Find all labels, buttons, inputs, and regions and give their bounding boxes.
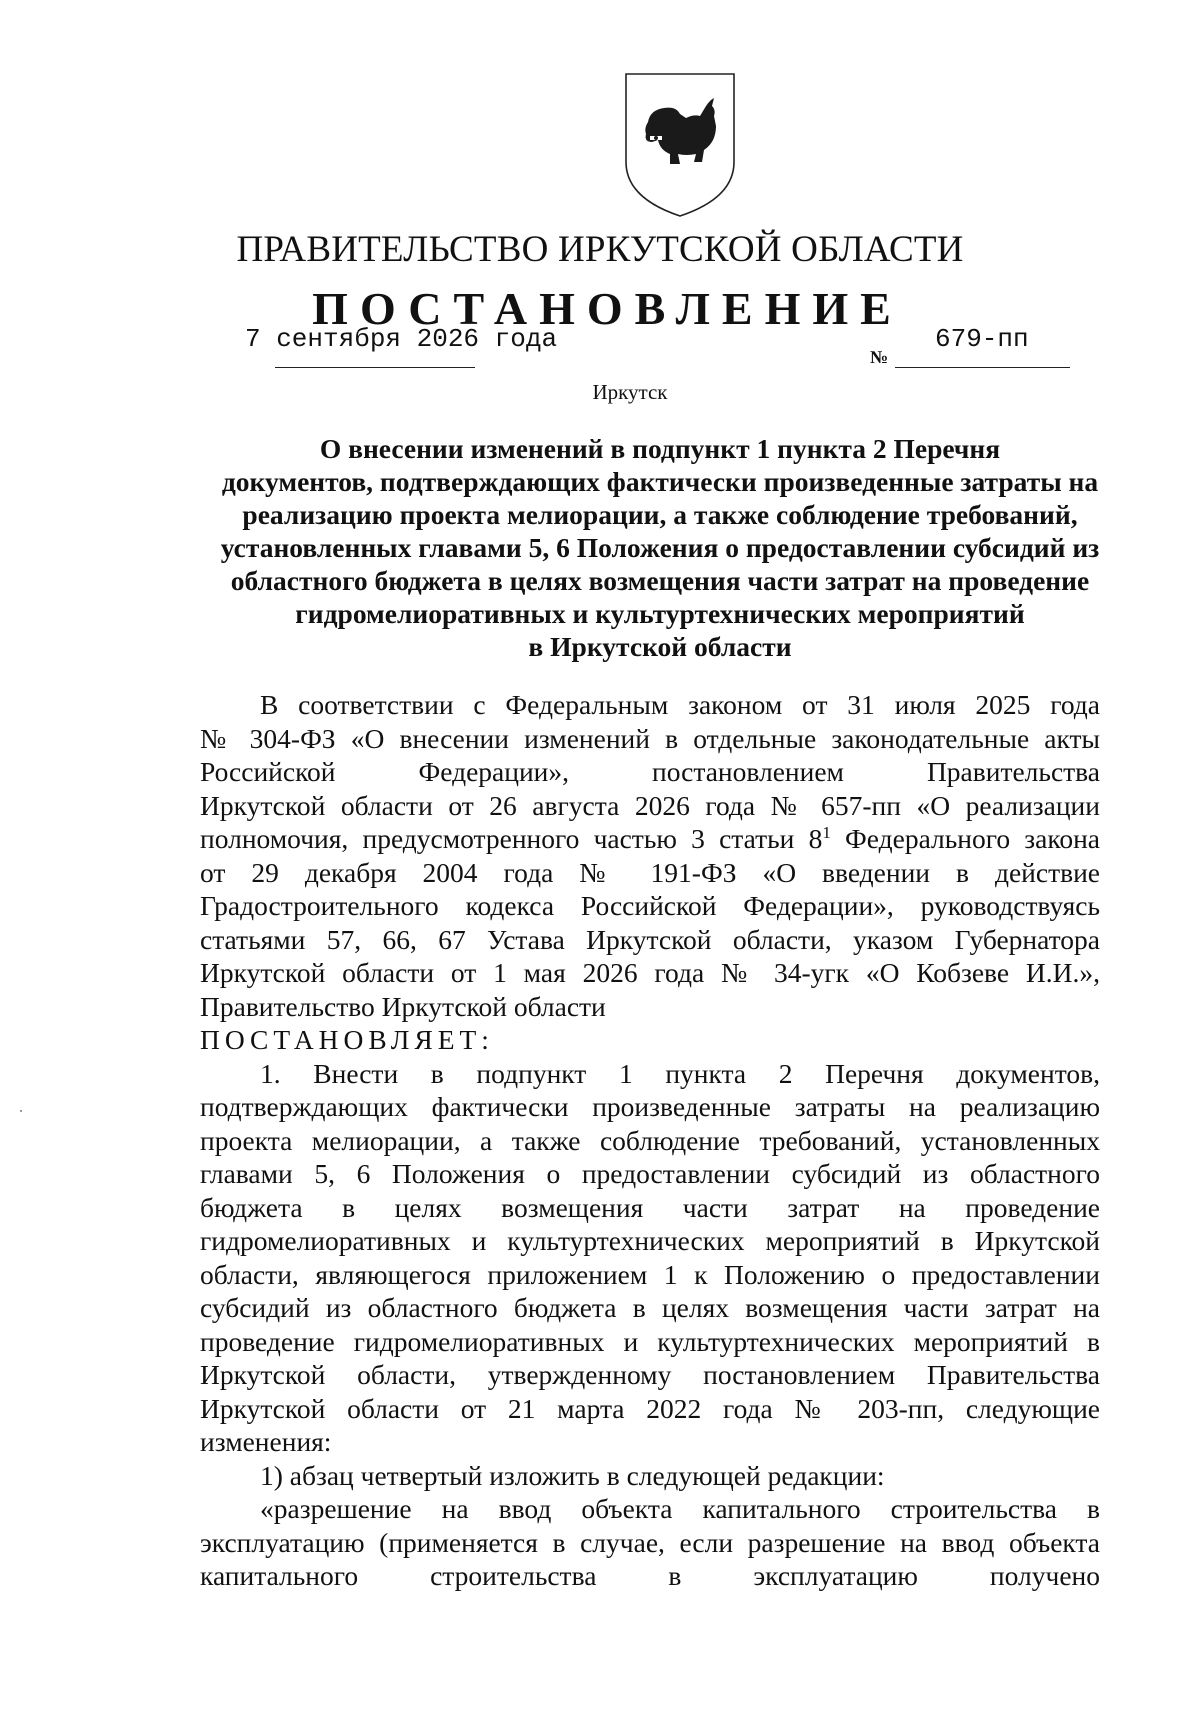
body-line: проведение гидромелиоративных и культуртехнических мероприятий в	[200, 1325, 1100, 1357]
quote-paragraph	[200, 1492, 1100, 1593]
number-sign: №	[870, 347, 889, 367]
body-line: бюджета в целях возмещения части затрат на проведение	[200, 1191, 1100, 1223]
subject-line: реализацию проекта мелиорации, а также соблюдение требований,	[242, 499, 1078, 530]
body-line: № 304-ФЗ «О внесении изменений в отдельные законодательные акты	[200, 722, 1100, 754]
subject-line: О внесении изменений в подпункт 1 пункта 2 Перечня	[319, 433, 1001, 464]
body-line: главами 5, 6 Положения о предоставлении субсидий из областного	[200, 1158, 1100, 1189]
body-line: капитального строительства в эксплуатацию получено	[200, 1560, 1100, 1591]
document-subject	[190, 432, 1130, 663]
government-title: ПРАВИТЕЛЬСТВО ИРКУТСКОЙ ОБЛАСТИ	[236, 229, 964, 270]
body-line-text: Федерального закона	[830, 823, 1101, 854]
body-line: Правительство Иркутской области	[200, 990, 606, 1022]
superscript: 1	[822, 822, 831, 842]
preamble-paragraph	[200, 688, 1100, 1023]
document-city: Иркутск	[592, 380, 668, 404]
body-line: В соответствии с Федеральным законом от 31 июля 2025 года	[260, 689, 1100, 720]
body-line: 1. Внести в подпункт 1 пункта 2 Перечня документов,	[260, 1057, 1100, 1089]
body-line: Иркутской области от 26 августа 2026 года № 657-пп «О реализации	[200, 789, 1100, 821]
subject-line: областного бюджета в целях возмещения части затрат на проведение	[230, 565, 1090, 596]
body-line: «разрешение на ввод объекта капитального строительства в	[260, 1493, 1100, 1524]
body-line: от 29 декабря 2004 года № 191-ФЗ «О введении в действие	[200, 856, 1100, 888]
body-line: Градостроительного кодекса Российской Федерации», руководствуясь	[200, 890, 1100, 921]
body-line: Иркутской области от 1 мая 2026 года № 34-угк «О Кобзеве И.И.»,	[200, 957, 1100, 988]
body-line: изменения:	[200, 1426, 332, 1457]
document-date: 7 сентября 2026 года	[245, 324, 558, 354]
number-underline	[895, 367, 1070, 368]
subject-line: документов, подтверждающих фактически произведенные затраты на	[221, 466, 1099, 497]
coat-of-arms-emblem	[620, 70, 740, 220]
subject-line: установленных главами 5, 6 Положения о предоставлении субсидий из	[220, 532, 1100, 563]
decree-word: ПОСТАНОВЛЯЕТ:	[200, 1024, 494, 1055]
body-line: статьями 57, 66, 67 Устава Иркутской области, указом Губернатора	[200, 923, 1100, 955]
document-type: ПОСТАНОВЛЕНИЕ	[312, 283, 903, 334]
date-underline	[275, 367, 475, 368]
document-number: 679-пп	[935, 324, 1029, 354]
body-line-text: полномочия, предусмотренного частью 3 статьи 8	[200, 823, 823, 854]
subject-line: в Иркутской области	[528, 631, 792, 662]
body-line: Иркутской области от 21 марта 2022 года № 203-пп, следующие	[200, 1392, 1100, 1424]
document-body	[200, 688, 1100, 1593]
body-line: субсидий из областного бюджета в целях возмещения части затрат на	[200, 1292, 1100, 1323]
subject-line: гидромелиоративных и культуртехнических мероприятий	[295, 598, 1025, 629]
item-1-paragraph	[200, 1057, 1100, 1459]
body-line: Российской Федерации», постановлением Правительства	[200, 756, 1100, 787]
body-line: эксплуатацию (применяется в случае, если разрешение на ввод объекта	[200, 1526, 1100, 1558]
body-line: гидромелиоративных и культуртехнических мероприятий в Иркутской	[200, 1225, 1100, 1256]
body-line: проекта мелиорации, а также соблюдение требований, установленных	[200, 1124, 1100, 1156]
body-line	[200, 822, 1100, 856]
body-line: подтверждающих фактически произведенные затраты на реализацию	[200, 1091, 1100, 1122]
scan-speck	[20, 1110, 22, 1112]
body-line: Иркутской области, утвержденному постановлением Правительства	[200, 1359, 1100, 1390]
subitem-1: 1) абзац четвертый изложить в следующей редакции:	[260, 1459, 885, 1491]
body-line: области, являющегося приложением 1 к Положению о предоставлении	[200, 1258, 1100, 1290]
